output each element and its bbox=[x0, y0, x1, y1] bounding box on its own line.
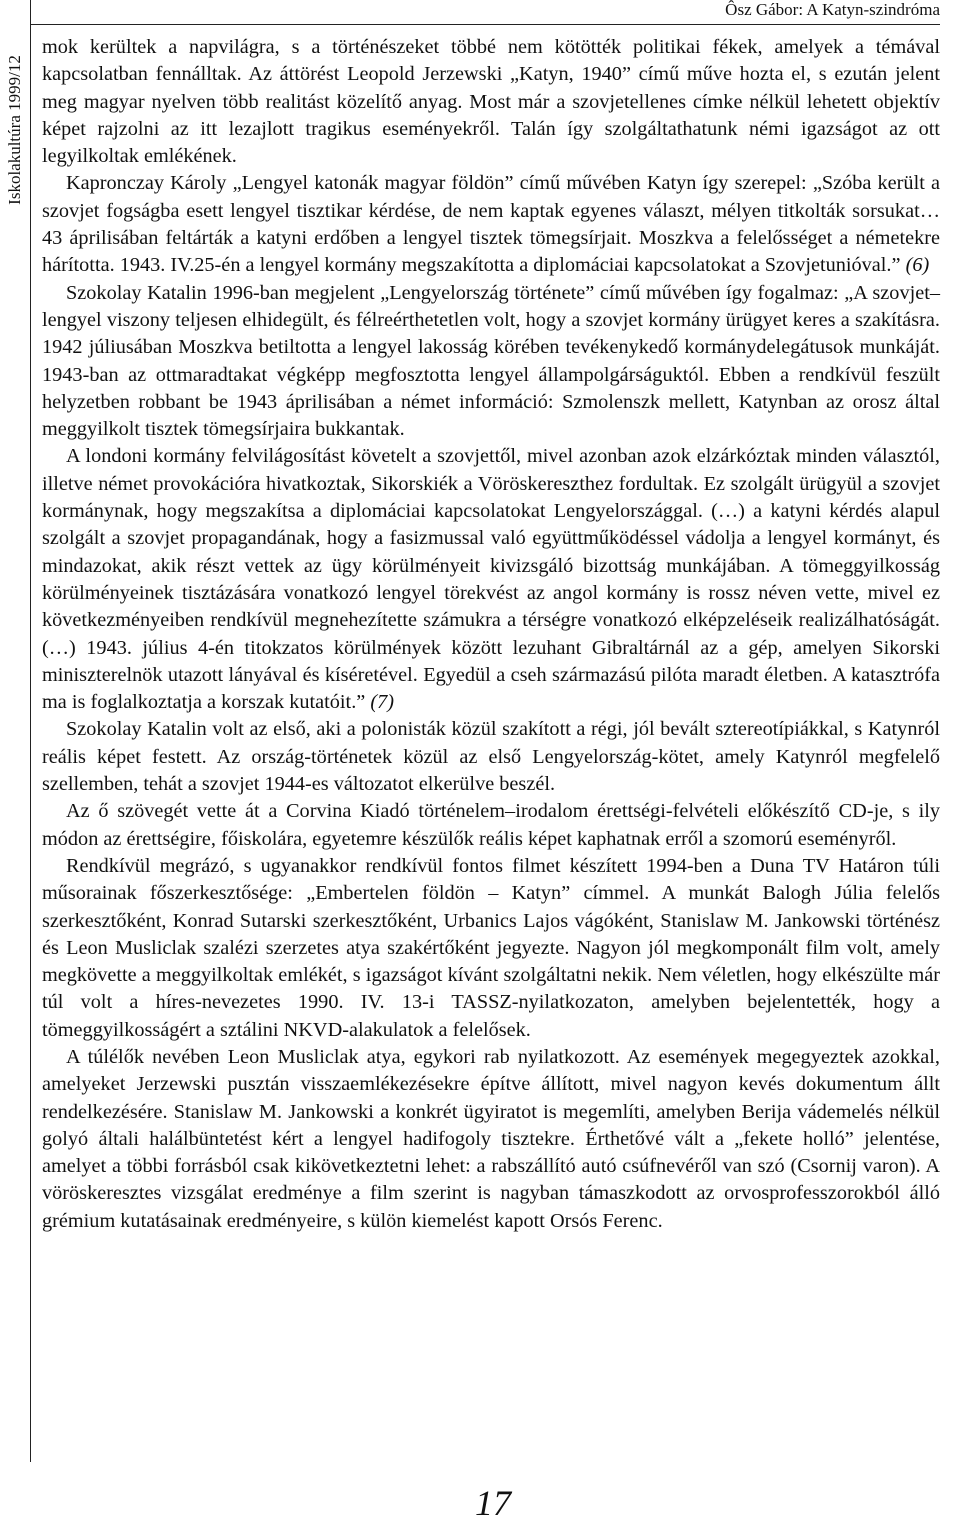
paragraph-text: Az ő szövegét vette át a Corvina Kiadó történelem–irodalom érettségi-felvételi előkészítő CD-je, s ily módon az érettségire, főiskolára, egyetemre készülők reális képet kaphatnak erről a szomorú eseményről. bbox=[42, 800, 940, 850]
paragraph bbox=[42, 170, 940, 279]
paragraph-text: A londoni kormány felvilágosítást követelt a szovjettől, mivel azonban azok elzárkóztak minden választól, illetve német provokációra hivatkoztak, Sikorskiék a Vöröskereszthez fordultak. Ez szolgált ürügyül a szovjet kormánynak, hogy megszakítsa a diplomáciai kapcsolatokat Lengyelországgal. (…) a katyni kérdés alapul szolgált a szovjet propagandának, hogy a fasizmussal való együttműködéssel vádolja a lengyel kormányt, és mindazokat, akik részt vettek az ügy körülményeit kivizsgáló bizottság munkájában. A tömeggyilkosság körülményeinek tisztázására vonatkozó lengyel törekvést az angol kormány is rossz néven vette, mivel ez következményeiben rendkívül megnehezítette számukra a térségre vonatkozó elképzeléseik realizálhatóságát. (…) 1943. július 4-én titokzatos körülmények között lezuhant Gibraltárnál az a gép, amelyen Sikorski miniszterelnök utazott lányával és kíséretével. Egyedül a cseh származású pilóta maradt életben. A katasztrófa ma is foglalkoztatja a korszak kutatóit.” bbox=[42, 445, 940, 714]
paragraph-text: mok kerültek a napvilágra, s a történészeket többé nem kötötték politikai fékek, amelyek a témával kapcsolatban fennálltak. Az áttörést Leopold Jerzewski „Katyn, 1940” című műve hozta el, s ezután jelent meg magyar nyelven több realitást közelítő anyag. Most már a szovjetellenes címke nélkül lehetett objektív képet rajzolni az itt lezajlott tragikus eseményekről. Talán így szolgáltathatunk némi igazságot az ott legyilkoltak emlékének. bbox=[42, 36, 940, 168]
paragraph-text: Szokolay Katalin 1996-ban megjelent „Lengyelország története” című művében így fogalmaz: „A szovjet–lengyel viszony teljesen elhidegült, és félreérthetetlen volt, hogy a szovjet kormány ürügyet keres a szakításra. 1942 júliusában Moszkva betiltotta a lengyel lakosság körében tevékenykedő kormánydelegátusok munkáját. 1943-ban az ottmaradtakat végképp megfosztotta lengyel állampolgárságuktól. Ebben a rendkívül feszült helyzetben robbant be 1943 áprilisában a német információ: Szmolenszk mellett, Katynban az orosz által meggyilkolt tisztek tömegsírjaira bukkantak. bbox=[42, 281, 940, 441]
paragraph bbox=[42, 798, 940, 853]
paragraph-text: A túlélők nevében Leon Musliclak atya, egykori rab nyilatkozott. Az események megegyeztek azokkal, amelyeket Jerzewski pusztán visszaemlékezésekre építve állított, mivel nagyon kevés dokumentum állt rendelkezésére. Stanislaw M. Jankowski a konkrét ügyiratot is megemlíti, amelyben Berija vádemelés nélkül golyó általi halálbüntetést kért a lengyel hadifogoly tisztekre. Érthetővé vált a „fekete holló” jelentése, amelyet a többi forrásból csak kikövetkeztetni lehet: a rabszállító autó csúfnevéről van szó (Csornij varon). A vöröskeresztes vizsgálat eredménye a film szerint is nagyban támaszkodott az orvosprofesszorokból álló grémium kutatásainak eredményeire, s külön kiemelést kapott Orsós Ferenc. bbox=[42, 1045, 940, 1232]
paragraph bbox=[42, 443, 940, 716]
paragraph-text: Rendkívül megrázó, s ugyanakkor rendkívül fontos filmet készített 1994-ben a Duna TV Határon túli műsorainak főszerkesztősége: „Embertelen földön – Katyn” címmel. A munkát Balogh Júlia felelős szerkesztőként, Konrad Sutarski szerkesztőként, Urbanics Lajos vágóként, Stanislaw M. Jankowski történész és Leon Musliclak szalézi szerzetes atya szakértőként jegyezte. Nagyon jól megkomponált film volt, amely megkövette a meggyilkoltak emlékét, s igazságot kívánt szolgáltatni nekik. Nem véletlen, hogy elkészülte már túl volt a híres-nevezetes 1990. IV. 13-i TASSZ-nyilatkozaton, amelyben bejelentették, hogy a tömeggyilkosságért a sztálini NKVD-alakulatok a felelősek. bbox=[42, 854, 940, 1041]
running-title: Ôsz Gábor: A Katyn-szindróma bbox=[725, 0, 940, 19]
paragraph bbox=[42, 716, 940, 798]
paragraph-text: Kapronczay Károly „Lengyel katonák magyar földön” című művében Katyn így szerepel: „Szóba került a szovjet fogságba esett lengyel tisztikar kérdése, de nem kaptak egyenes választ, mélyen titkolták sorsukat… 43 áprilisában feltárták a katyni erdőben a lengyel tisztek tömegsírjait. Moszkva a felelősséget a németekre hárította. 1943. IV.25-én a lengyel kormány megszakította a diplomáciai kapcsolatokat a Szovjetunióval.” bbox=[42, 172, 940, 277]
page-number: 17 bbox=[475, 1483, 511, 1523]
sidebar-margin bbox=[0, 0, 31, 1462]
paragraph bbox=[42, 280, 940, 444]
citation-marker: (7) bbox=[370, 691, 394, 714]
header-rule bbox=[30, 24, 940, 25]
journal-label: Iskolakultúra 1999/12 bbox=[5, 55, 24, 205]
paragraph bbox=[42, 34, 940, 170]
paragraph bbox=[42, 1044, 940, 1235]
article-body bbox=[42, 34, 940, 1235]
citation-marker: (6) bbox=[905, 254, 930, 277]
paragraph-text: Szokolay Katalin volt az első, aki a polonisták közül szakított a régi, jól bevált sztereotípiákkal, s Katynról reális képet festett. Az ország-történetek közül az első Lengyelország-kötet, amely Katynról megfelelő szellemben, tehát a szovjet 1944-es változatot elkerülve beszél. bbox=[42, 718, 940, 796]
paragraph bbox=[42, 853, 940, 1044]
